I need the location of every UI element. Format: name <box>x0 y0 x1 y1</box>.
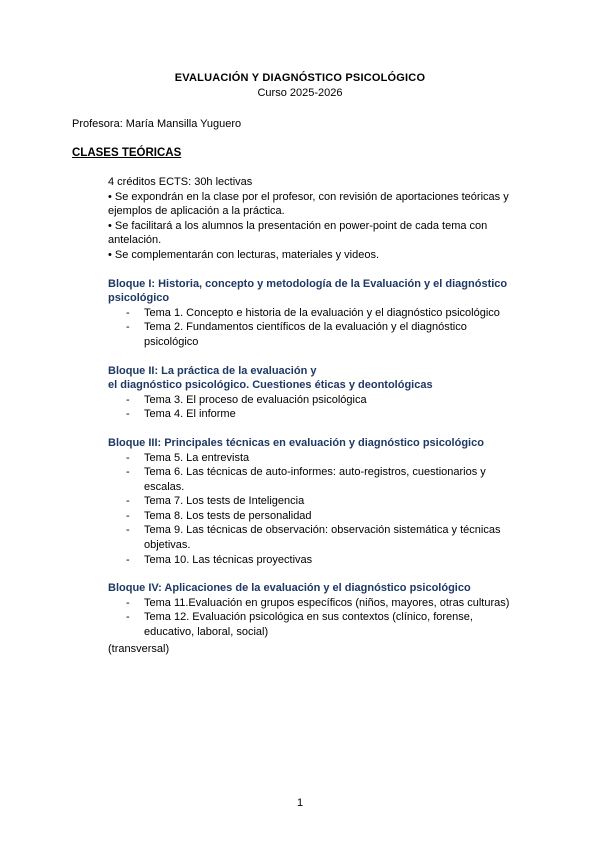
tema-item: - Tema 1. Concepto e historia de la evaluación y el diagnóstico psicológico <box>108 306 518 321</box>
tema-item: - Tema 6. Las técnicas de auto-informes: auto-registros, cuestionarios y escalas. <box>108 465 518 494</box>
bloque-title-line: el diagnóstico psicológico. Cuestiones éticas y deontológicas <box>108 379 433 392</box>
document-title: EVALUACIÓN Y DIAGNÓSTICO PSICOLÓGICO <box>174 72 426 84</box>
intro-line: • Se facilitará a los alumnos la presentación en power-point de cada tema con antelación. <box>108 219 488 247</box>
bloque-title: Bloque IV: Aplicaciones de la evaluación y el diagnóstico psicológico <box>108 582 471 595</box>
intro-line: • Se expondrán en la clase por el profesor, con revisión de aportaciones teóricas y ejemplos de aplicación a la práctica. <box>108 190 509 218</box>
tema-item: - Tema 11.Evaluación en grupos específicos (niños, mayores, otras culturas) <box>108 596 518 611</box>
bloque-title: Bloque III: Principales técnicas en evaluación y diagnóstico psicológico <box>108 436 484 449</box>
bloque-title <box>108 364 518 393</box>
bloque-title-line: Bloque II: La práctica de la evaluación y <box>108 364 317 377</box>
section-heading: CLASES TEÓRICAS <box>72 147 182 159</box>
tema-item: - Tema 4. El informe <box>108 407 518 422</box>
tema-list <box>108 596 518 640</box>
tema-list <box>108 393 518 422</box>
tema-item: - Tema 3. El proceso de evaluación psicológica <box>108 393 518 408</box>
bloque-title: Bloque I: Historia, concepto y metodología de la Evaluación y el diagnóstico psicológico <box>108 277 508 305</box>
intro-line: • Se complementarán con lecturas, materiales y videos. <box>108 248 380 261</box>
tema-item: - Tema 10. Las técnicas proyectivas <box>108 553 518 568</box>
transversal-note: (transversal) <box>108 643 170 655</box>
professor-line: Profesora: María Mansilla Yuguero <box>72 118 242 130</box>
tema-item: - Tema 8. Los tests de personalidad <box>108 509 518 524</box>
section-content <box>108 175 518 640</box>
page-number: 1 <box>296 797 304 809</box>
tema-item: - Tema 9. Las técnicas de observación: observación sistemática y técnicas objetivas. <box>108 523 518 552</box>
tema-item: - Tema 7. Los tests de Inteligencia <box>108 494 518 509</box>
tema-item: - Tema 12. Evaluación psicológica en sus contextos (clínico, forense, educativo, laboral, social) <box>108 610 518 639</box>
tema-list <box>108 306 518 350</box>
course-year: Curso 2025-2026 <box>257 87 343 99</box>
tema-list <box>108 451 518 568</box>
intro-line: 4 créditos ECTS: 30h lectivas <box>108 176 253 188</box>
tema-item: - Tema 5. La entrevista <box>108 451 518 466</box>
tema-item: - Tema 2. Fundamentos científicos de la evaluación y el diagnóstico psicológico <box>108 320 518 349</box>
